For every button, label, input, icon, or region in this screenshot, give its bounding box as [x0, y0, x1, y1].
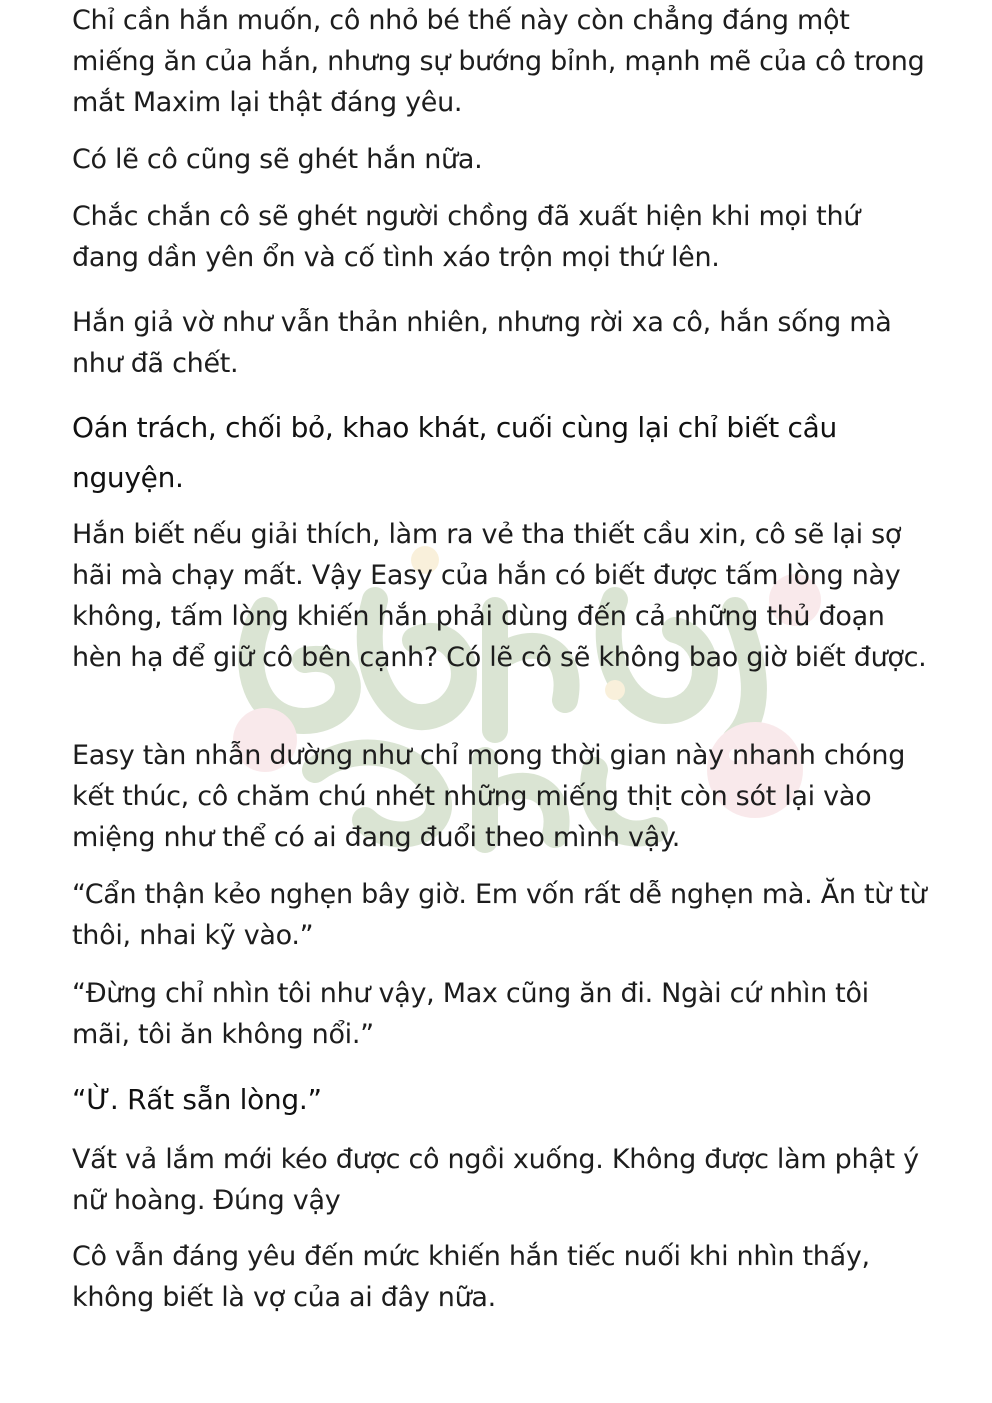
paragraph-11: Vất vả lắm mới kéo được cô ngồi xuống. Không được làm phật ý nữ hoàng. Đúng vậy [72, 1144, 919, 1216]
paragraph-4: Hắn giả vờ như vẫn thản nhiên, nhưng rời xa cô, hắn sống mà như đã chết. [72, 307, 892, 379]
paragraph-8: “Cẩn thận kẻo nghẹn bây giờ. Em vốn rất dễ nghẹn mà. Ăn từ từ thôi, nhai kỹ vào.” [72, 879, 927, 951]
paragraph-2: Có lẽ cô cũng sẽ ghét hắn nữa. [72, 144, 483, 175]
paragraph-5: Oán trách, chối bỏ, khao khát, cuối cùng lại chỉ biết cầu nguyện. [72, 411, 837, 494]
paragraph-12: Cô vẫn đáng yêu đến mức khiến hắn tiếc nuối khi nhìn thấy, không biết là vợ của ai đây nữa. [72, 1241, 870, 1313]
paragraph-7: Easy tàn nhẫn dường như chỉ mong thời gian này nhanh chóng kết thúc, cô chăm chú nhét những miếng thịt còn sót lại vào miệng như thể có ai đang đuổi theo mình vậy. [72, 740, 906, 853]
paragraph-9: “Đừng chỉ nhìn tôi như vậy, Max cũng ăn đi. Ngài cứ nhìn tôi mãi, tôi ăn không nổi.” [72, 978, 869, 1050]
paragraph-1: Chỉ cần hắn muốn, cô nhỏ bé thế này còn chẳng đáng một miếng ăn của hắn, nhưng sự bướng bỉnh, mạnh mẽ của cô trong mắt Maxim lại thật đáng yêu. [72, 5, 925, 118]
paragraph-10: “Ừ. Rất sẵn lòng.” [72, 1083, 322, 1116]
paragraph-3: Chắc chắn cô sẽ ghét người chồng đã xuất hiện khi mọi thứ đang dần yên ổn và cố tình xáo trộn mọi thứ lên. [72, 201, 861, 273]
paragraph-6: Hắn biết nếu giải thích, làm ra vẻ tha thiết cầu xin, cô sẽ lại sợ hãi mà chạy mất. Vậy Easy của hắn có biết được tấm lòng này không, tấm lòng khiến hắn phải dùng đến cả những thủ đoạn hèn hạ để giữ cô bên cạnh? Có lẽ cô sẽ không bao giờ biết được. [72, 519, 927, 673]
